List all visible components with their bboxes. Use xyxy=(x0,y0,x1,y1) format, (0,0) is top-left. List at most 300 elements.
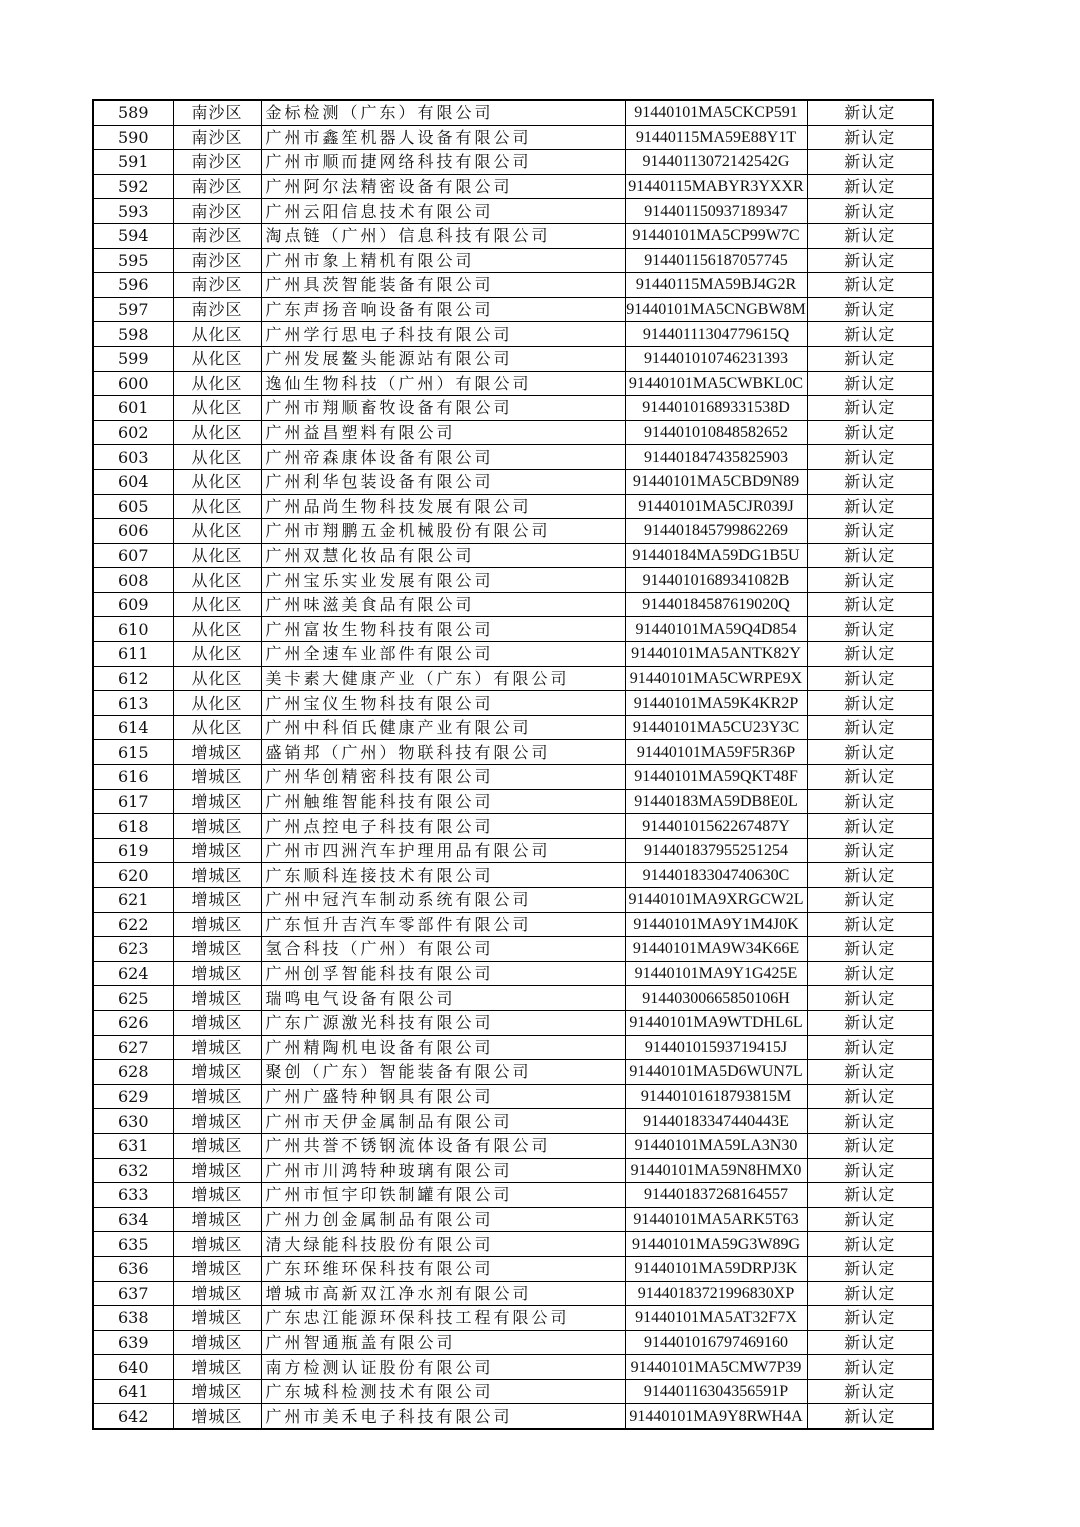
district-cell: 增城区 xyxy=(173,1256,261,1281)
company-name-cell: 广州共誉不锈钢流体设备有限公司 xyxy=(261,1133,625,1158)
status-cell: 新认定 xyxy=(807,199,933,224)
row-number: 605 xyxy=(93,494,173,519)
status-cell: 新认定 xyxy=(807,420,933,445)
district-cell: 增城区 xyxy=(173,838,261,863)
table-row xyxy=(93,543,933,568)
company-name-cell: 广州全速车业部件有限公司 xyxy=(261,642,625,667)
district-cell: 南沙区 xyxy=(173,199,261,224)
row-number: 634 xyxy=(93,1207,173,1232)
district-cell: 增城区 xyxy=(173,1158,261,1183)
company-name-cell: 广州市四洲汽车护理用品有限公司 xyxy=(261,838,625,863)
row-number: 626 xyxy=(93,1010,173,1035)
district-cell: 增城区 xyxy=(173,1207,261,1232)
status-cell: 新认定 xyxy=(807,1084,933,1109)
company-name-cell: 广州中冠汽车制动系统有限公司 xyxy=(261,888,625,913)
row-number: 595 xyxy=(93,248,173,273)
row-number: 613 xyxy=(93,691,173,716)
company-name-cell: 广州市美禾电子科技有限公司 xyxy=(261,1404,625,1429)
table-row xyxy=(93,961,933,986)
table-row xyxy=(93,568,933,593)
row-number: 631 xyxy=(93,1133,173,1158)
status-cell: 新认定 xyxy=(807,445,933,470)
company-name-cell: 广州具茨智能装备有限公司 xyxy=(261,273,625,298)
table-row xyxy=(93,125,933,150)
company-name-cell: 广州精陶机电设备有限公司 xyxy=(261,1035,625,1060)
status-cell: 新认定 xyxy=(807,715,933,740)
table-row xyxy=(93,1306,933,1331)
table-row xyxy=(93,248,933,273)
table-row xyxy=(93,494,933,519)
district-cell: 增城区 xyxy=(173,789,261,814)
credit-code-cell: 91440101MA9Y1G425E xyxy=(625,961,807,986)
table-row xyxy=(93,1060,933,1085)
district-cell: 增城区 xyxy=(173,1281,261,1306)
credit-code-cell: 91440101MA59DRPJ3K xyxy=(625,1256,807,1281)
row-number: 600 xyxy=(93,371,173,396)
company-name-cell: 广州市象上精机有限公司 xyxy=(261,248,625,273)
district-cell: 增城区 xyxy=(173,814,261,839)
table-row xyxy=(93,1281,933,1306)
status-cell: 新认定 xyxy=(807,1404,933,1429)
district-cell: 增城区 xyxy=(173,1010,261,1035)
company-name-cell: 广州智通瓶盖有限公司 xyxy=(261,1330,625,1355)
row-number: 639 xyxy=(93,1330,173,1355)
table-row xyxy=(93,1133,933,1158)
credit-code-cell: 91440113072142542G xyxy=(625,150,807,175)
row-number: 610 xyxy=(93,617,173,642)
status-cell: 新认定 xyxy=(807,740,933,765)
company-name-cell: 广州市鑫笙机器人设备有限公司 xyxy=(261,125,625,150)
company-name-cell: 广东声扬音响设备有限公司 xyxy=(261,297,625,322)
row-number: 629 xyxy=(93,1084,173,1109)
company-name-cell: 广州市天伊金属制品有限公司 xyxy=(261,1109,625,1134)
company-name-cell: 广州华创精密科技有限公司 xyxy=(261,765,625,790)
row-number: 641 xyxy=(93,1379,173,1404)
table-row xyxy=(93,617,933,642)
table-row xyxy=(93,592,933,617)
company-name-cell: 广东恒升吉汽车零部件有限公司 xyxy=(261,912,625,937)
row-number: 611 xyxy=(93,642,173,667)
company-name-cell: 广州益昌塑料有限公司 xyxy=(261,420,625,445)
status-cell: 新认定 xyxy=(807,1010,933,1035)
status-cell: 新认定 xyxy=(807,1232,933,1257)
company-name-cell: 金标检测（广东）有限公司 xyxy=(261,100,625,125)
status-cell: 新认定 xyxy=(807,100,933,125)
table-row xyxy=(93,297,933,322)
company-name-cell: 广州广盛特种钢具有限公司 xyxy=(261,1084,625,1109)
credit-code-cell: 91440101MA5CMW7P39 xyxy=(625,1355,807,1380)
district-cell: 增城区 xyxy=(173,912,261,937)
company-name-cell: 广州市川鸿特种玻璃有限公司 xyxy=(261,1158,625,1183)
status-cell: 新认定 xyxy=(807,297,933,322)
company-name-cell: 广州富妆生物科技有限公司 xyxy=(261,617,625,642)
district-cell: 增城区 xyxy=(173,1404,261,1429)
status-cell: 新认定 xyxy=(807,1133,933,1158)
status-cell: 新认定 xyxy=(807,1207,933,1232)
district-cell: 从化区 xyxy=(173,519,261,544)
company-name-cell: 南方检测认证股份有限公司 xyxy=(261,1355,625,1380)
row-number: 627 xyxy=(93,1035,173,1060)
company-name-cell: 广州市顺而捷网络科技有限公司 xyxy=(261,150,625,175)
credit-code-cell: 91440116304356591P xyxy=(625,1379,807,1404)
status-cell: 新认定 xyxy=(807,592,933,617)
row-number: 640 xyxy=(93,1355,173,1380)
status-cell: 新认定 xyxy=(807,371,933,396)
table-row xyxy=(93,100,933,125)
row-number: 632 xyxy=(93,1158,173,1183)
district-cell: 增城区 xyxy=(173,961,261,986)
credit-code-cell: 914401150937189347 xyxy=(625,199,807,224)
row-number: 591 xyxy=(93,150,173,175)
table-row xyxy=(93,396,933,421)
table-row xyxy=(93,789,933,814)
table-row xyxy=(93,1010,933,1035)
table-row xyxy=(93,420,933,445)
credit-code-cell: 91440184MA59DG1B5U xyxy=(625,543,807,568)
district-cell: 从化区 xyxy=(173,568,261,593)
table-row xyxy=(93,1035,933,1060)
status-cell: 新认定 xyxy=(807,765,933,790)
row-number: 612 xyxy=(93,666,173,691)
district-cell: 南沙区 xyxy=(173,297,261,322)
table-row xyxy=(93,1109,933,1134)
company-name-cell: 广州力创金属制品有限公司 xyxy=(261,1207,625,1232)
status-cell: 新认定 xyxy=(807,346,933,371)
table-row xyxy=(93,174,933,199)
district-cell: 增城区 xyxy=(173,740,261,765)
row-number: 633 xyxy=(93,1183,173,1208)
company-name-cell: 广州宝乐实业发展有限公司 xyxy=(261,568,625,593)
status-cell: 新认定 xyxy=(807,642,933,667)
company-name-cell: 瑞鸣电气设备有限公司 xyxy=(261,986,625,1011)
company-name-cell: 广州中科佰氏健康产业有限公司 xyxy=(261,715,625,740)
company-name-cell: 广州阿尔法精密设备有限公司 xyxy=(261,174,625,199)
status-cell: 新认定 xyxy=(807,1109,933,1134)
company-name-cell: 广州创孚智能科技有限公司 xyxy=(261,961,625,986)
row-number: 622 xyxy=(93,912,173,937)
status-cell: 新认定 xyxy=(807,1060,933,1085)
row-number: 628 xyxy=(93,1060,173,1085)
status-cell: 新认定 xyxy=(807,1355,933,1380)
credit-code-cell: 91440101689341082B xyxy=(625,568,807,593)
table-row xyxy=(93,519,933,544)
company-name-cell: 广东环维环保科技有限公司 xyxy=(261,1256,625,1281)
credit-code-cell: 91440101MA5ANTK82Y xyxy=(625,642,807,667)
credit-code-cell: 914401837268164557 xyxy=(625,1183,807,1208)
district-cell: 南沙区 xyxy=(173,125,261,150)
row-number: 597 xyxy=(93,297,173,322)
district-cell: 增城区 xyxy=(173,1133,261,1158)
row-number: 593 xyxy=(93,199,173,224)
company-name-cell: 盛销邦（广州）物联科技有限公司 xyxy=(261,740,625,765)
company-name-cell: 广州学行思电子科技有限公司 xyxy=(261,322,625,347)
district-cell: 从化区 xyxy=(173,543,261,568)
status-cell: 新认定 xyxy=(807,174,933,199)
table-row xyxy=(93,863,933,888)
company-name-cell: 广州点控电子科技有限公司 xyxy=(261,814,625,839)
company-name-cell: 广州品尚生物科技发展有限公司 xyxy=(261,494,625,519)
district-cell: 从化区 xyxy=(173,371,261,396)
status-cell: 新认定 xyxy=(807,1330,933,1355)
credit-code-cell: 91440101MA5D6WUN7L xyxy=(625,1060,807,1085)
company-name-cell: 广州帝森康体设备有限公司 xyxy=(261,445,625,470)
row-number: 617 xyxy=(93,789,173,814)
status-cell: 新认定 xyxy=(807,1183,933,1208)
row-number: 606 xyxy=(93,519,173,544)
status-cell: 新认定 xyxy=(807,691,933,716)
row-number: 603 xyxy=(93,445,173,470)
credit-code-cell: 91440184587619020Q xyxy=(625,592,807,617)
row-number: 609 xyxy=(93,592,173,617)
credit-code-cell: 91440183721996830XP xyxy=(625,1281,807,1306)
table-row xyxy=(93,273,933,298)
credit-code-cell: 91440183304740630C xyxy=(625,863,807,888)
district-cell: 南沙区 xyxy=(173,100,261,125)
table-row xyxy=(93,838,933,863)
district-cell: 增城区 xyxy=(173,1379,261,1404)
district-cell: 从化区 xyxy=(173,469,261,494)
district-cell: 从化区 xyxy=(173,445,261,470)
district-cell: 南沙区 xyxy=(173,150,261,175)
status-cell: 新认定 xyxy=(807,1306,933,1331)
district-cell: 从化区 xyxy=(173,715,261,740)
table-row xyxy=(93,1379,933,1404)
status-cell: 新认定 xyxy=(807,248,933,273)
credit-code-cell: 91440101MA5CKCP591 xyxy=(625,100,807,125)
district-cell: 从化区 xyxy=(173,666,261,691)
table-row xyxy=(93,765,933,790)
status-cell: 新认定 xyxy=(807,912,933,937)
row-number: 623 xyxy=(93,937,173,962)
credit-code-cell: 91440101689331538D xyxy=(625,396,807,421)
district-cell: 从化区 xyxy=(173,494,261,519)
credit-code-cell: 91440101MA59G3W89G xyxy=(625,1232,807,1257)
district-cell: 增城区 xyxy=(173,1232,261,1257)
district-cell: 南沙区 xyxy=(173,273,261,298)
table-row xyxy=(93,740,933,765)
district-cell: 从化区 xyxy=(173,617,261,642)
status-cell: 新认定 xyxy=(807,150,933,175)
row-number: 637 xyxy=(93,1281,173,1306)
district-cell: 南沙区 xyxy=(173,223,261,248)
district-cell: 增城区 xyxy=(173,863,261,888)
table-body xyxy=(93,100,933,1429)
company-name-cell: 广州宝仪生物科技有限公司 xyxy=(261,691,625,716)
credit-code-cell: 91440101MA59Q4D854 xyxy=(625,617,807,642)
row-number: 638 xyxy=(93,1306,173,1331)
district-cell: 增城区 xyxy=(173,1306,261,1331)
status-cell: 新认定 xyxy=(807,814,933,839)
credit-code-cell: 91440101MA9Y8RWH4A xyxy=(625,1404,807,1429)
table-row xyxy=(93,1084,933,1109)
row-number: 592 xyxy=(93,174,173,199)
table-row xyxy=(93,1207,933,1232)
credit-code-cell: 91440101562267487Y xyxy=(625,814,807,839)
credit-code-cell: 914401010746231393 xyxy=(625,346,807,371)
status-cell: 新认定 xyxy=(807,1158,933,1183)
table-row xyxy=(93,912,933,937)
district-cell: 增城区 xyxy=(173,1109,261,1134)
table-row xyxy=(93,642,933,667)
table-row xyxy=(93,1183,933,1208)
district-cell: 从化区 xyxy=(173,420,261,445)
credit-code-cell: 91440101MA59QKT48F xyxy=(625,765,807,790)
company-name-cell: 广州市恒宇印铁制罐有限公司 xyxy=(261,1183,625,1208)
status-cell: 新认定 xyxy=(807,617,933,642)
credit-code-cell: 91440101MA5CNGBW8M xyxy=(625,297,807,322)
status-cell: 新认定 xyxy=(807,1379,933,1404)
credit-code-cell: 91440101MA5CBD9N89 xyxy=(625,469,807,494)
row-number: 624 xyxy=(93,961,173,986)
company-name-cell: 氢合科技（广州）有限公司 xyxy=(261,937,625,962)
row-number: 636 xyxy=(93,1256,173,1281)
table-row xyxy=(93,986,933,1011)
company-name-cell: 广东城科检测技术有限公司 xyxy=(261,1379,625,1404)
status-cell: 新认定 xyxy=(807,568,933,593)
table-row xyxy=(93,1330,933,1355)
row-number: 635 xyxy=(93,1232,173,1257)
district-cell: 增城区 xyxy=(173,986,261,1011)
company-name-cell: 广州味滋美食品有限公司 xyxy=(261,592,625,617)
credit-code-cell: 91440183347440443E xyxy=(625,1109,807,1134)
table-row xyxy=(93,814,933,839)
row-number: 594 xyxy=(93,223,173,248)
company-name-cell: 广州双慧化妆品有限公司 xyxy=(261,543,625,568)
table-row xyxy=(93,199,933,224)
row-number: 598 xyxy=(93,322,173,347)
status-cell: 新认定 xyxy=(807,937,933,962)
status-cell: 新认定 xyxy=(807,396,933,421)
credit-code-cell: 91440101MA59K4KR2P xyxy=(625,691,807,716)
credit-code-cell: 91440101MA5CP99W7C xyxy=(625,223,807,248)
credit-code-cell: 91440101MA5CWRPE9X xyxy=(625,666,807,691)
district-cell: 从化区 xyxy=(173,592,261,617)
district-cell: 增城区 xyxy=(173,1355,261,1380)
company-name-cell: 增城市高新双江净水剂有限公司 xyxy=(261,1281,625,1306)
status-cell: 新认定 xyxy=(807,1281,933,1306)
credit-code-cell: 91440183MA59DB8E0L xyxy=(625,789,807,814)
status-cell: 新认定 xyxy=(807,961,933,986)
company-name-cell: 淘点链（广州）信息科技有限公司 xyxy=(261,223,625,248)
row-number: 618 xyxy=(93,814,173,839)
credit-code-cell: 91440101MA59N8HMX0 xyxy=(625,1158,807,1183)
credit-code-cell: 91440300665850106H xyxy=(625,986,807,1011)
district-cell: 增城区 xyxy=(173,937,261,962)
status-cell: 新认定 xyxy=(807,1256,933,1281)
district-cell: 增城区 xyxy=(173,1035,261,1060)
row-number: 642 xyxy=(93,1404,173,1429)
table-row xyxy=(93,1404,933,1429)
table-row xyxy=(93,346,933,371)
row-number: 614 xyxy=(93,715,173,740)
row-number: 625 xyxy=(93,986,173,1011)
credit-code-cell: 914401847435825903 xyxy=(625,445,807,470)
status-cell: 新认定 xyxy=(807,789,933,814)
credit-code-cell: 91440101MA5ARK5T63 xyxy=(625,1207,807,1232)
credit-code-cell: 91440115MABYR3YXXR xyxy=(625,174,807,199)
company-name-cell: 清大绿能科技股份有限公司 xyxy=(261,1232,625,1257)
row-number: 620 xyxy=(93,863,173,888)
district-cell: 增城区 xyxy=(173,1330,261,1355)
status-cell: 新认定 xyxy=(807,838,933,863)
table-row xyxy=(93,691,933,716)
row-number: 601 xyxy=(93,396,173,421)
company-name-cell: 广州触维智能科技有限公司 xyxy=(261,789,625,814)
district-cell: 从化区 xyxy=(173,396,261,421)
company-name-cell: 广东忠江能源环保科技工程有限公司 xyxy=(261,1306,625,1331)
district-cell: 从化区 xyxy=(173,346,261,371)
table-row xyxy=(93,715,933,740)
row-number: 621 xyxy=(93,888,173,913)
row-number: 596 xyxy=(93,273,173,298)
status-cell: 新认定 xyxy=(807,223,933,248)
status-cell: 新认定 xyxy=(807,1035,933,1060)
credit-code-cell: 91440101MA59F5R36P xyxy=(625,740,807,765)
company-name-cell: 广州发展鳌头能源站有限公司 xyxy=(261,346,625,371)
status-cell: 新认定 xyxy=(807,273,933,298)
status-cell: 新认定 xyxy=(807,888,933,913)
table-row xyxy=(93,1232,933,1257)
company-name-cell: 美卡素大健康产业（广东）有限公司 xyxy=(261,666,625,691)
row-number: 590 xyxy=(93,125,173,150)
status-cell: 新认定 xyxy=(807,322,933,347)
table-row xyxy=(93,322,933,347)
status-cell: 新认定 xyxy=(807,863,933,888)
status-cell: 新认定 xyxy=(807,666,933,691)
credit-code-cell: 91440115MA59BJ4G2R xyxy=(625,273,807,298)
row-number: 630 xyxy=(93,1109,173,1134)
table-row xyxy=(93,445,933,470)
table-row xyxy=(93,666,933,691)
table-row xyxy=(93,469,933,494)
status-cell: 新认定 xyxy=(807,519,933,544)
credit-code-cell: 91440115MA59E88Y1T xyxy=(625,125,807,150)
credit-code-cell: 914401837955251254 xyxy=(625,838,807,863)
status-cell: 新认定 xyxy=(807,125,933,150)
status-cell: 新认定 xyxy=(807,986,933,1011)
credit-code-cell: 914401010848582652 xyxy=(625,420,807,445)
district-cell: 增城区 xyxy=(173,888,261,913)
table-row xyxy=(93,1256,933,1281)
row-number: 607 xyxy=(93,543,173,568)
company-name-cell: 广州市翔顺畜牧设备有限公司 xyxy=(261,396,625,421)
row-number: 602 xyxy=(93,420,173,445)
credit-code-cell: 91440111304779615Q xyxy=(625,322,807,347)
company-name-cell: 广东广源激光科技有限公司 xyxy=(261,1010,625,1035)
status-cell: 新认定 xyxy=(807,494,933,519)
credit-code-cell: 91440101MA9XRGCW2L xyxy=(625,888,807,913)
district-cell: 南沙区 xyxy=(173,248,261,273)
credit-code-cell: 91440101MA5CJR039J xyxy=(625,494,807,519)
row-number: 608 xyxy=(93,568,173,593)
company-name-cell: 广州市翔鹏五金机械股份有限公司 xyxy=(261,519,625,544)
company-name-cell: 广州利华包装设备有限公司 xyxy=(261,469,625,494)
credit-code-cell: 91440101MA5CWBKL0C xyxy=(625,371,807,396)
table-row xyxy=(93,1158,933,1183)
credit-code-cell: 91440101MA9Y1M4J0K xyxy=(625,912,807,937)
credit-code-cell: 91440101MA59LA3N30 xyxy=(625,1133,807,1158)
row-number: 615 xyxy=(93,740,173,765)
district-cell: 增城区 xyxy=(173,765,261,790)
credit-code-cell: 914401845799862269 xyxy=(625,519,807,544)
credit-code-cell: 91440101618793815M xyxy=(625,1084,807,1109)
table-row xyxy=(93,1355,933,1380)
company-name-cell: 广东顺科连接技术有限公司 xyxy=(261,863,625,888)
row-number: 619 xyxy=(93,838,173,863)
credit-code-cell: 91440101MA5CU23Y3C xyxy=(625,715,807,740)
company-name-cell: 聚创（广东）智能装备有限公司 xyxy=(261,1060,625,1085)
credit-code-cell: 914401156187057745 xyxy=(625,248,807,273)
